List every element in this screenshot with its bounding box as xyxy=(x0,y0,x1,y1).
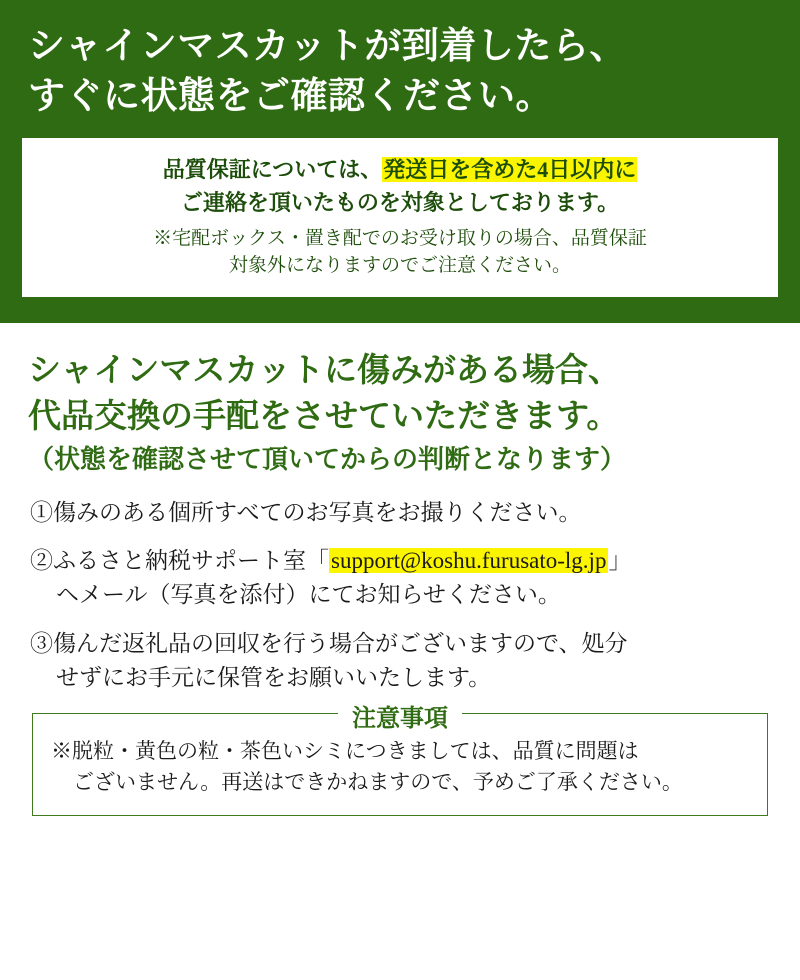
support-email[interactable]: support@koshu.furusato-lg.jp xyxy=(331,548,607,574)
top-green-panel xyxy=(0,0,800,323)
quality-guarantee-notice xyxy=(22,138,778,297)
step-1-text: ①傷みのある個所すべてのお写真をお撮りください。 xyxy=(30,500,582,526)
step-item-1 xyxy=(30,496,774,530)
page-title-line-2: すぐに状態をご確認ください。 xyxy=(28,75,553,117)
caution-text xyxy=(51,736,749,799)
step-2-suffix: 」 xyxy=(608,548,632,574)
step-2-line-2: ヘメール（写真を添付）にてお知らせください。 xyxy=(56,582,561,608)
notice-line-2: ご連絡を頂いたものを対象としております。 xyxy=(180,189,620,215)
step-3-line-2: せずにお手元に保管をお願いいたします。 xyxy=(56,664,492,690)
step-2-prefix: ②ふるさと納税サポート室「 xyxy=(30,548,329,574)
replacement-heading-line-2: 代品交換の手配をさせていただきます。 xyxy=(28,398,620,435)
notice-highlight-deadline: 発送日を含めた4日以内に xyxy=(383,156,637,182)
caution-title: 注意事項 xyxy=(338,698,462,733)
step-item-3 xyxy=(30,627,774,695)
steps-list xyxy=(30,496,774,694)
notice-sub-line-2: 対象外になりますのでご注意ください。 xyxy=(228,255,571,277)
replacement-heading-line-1: シャインマスカットに傷みがある場合、 xyxy=(28,352,622,389)
step-3-line-1: ③傷んだ返礼品の回収を行う場合がございますので、処分 xyxy=(30,630,628,656)
caution-section xyxy=(32,705,768,816)
notice-line-1-prefix: 品質保証については、 xyxy=(162,156,383,182)
lower-white-section xyxy=(0,323,800,816)
replacement-heading xyxy=(28,349,774,440)
page-title-line-1: シャインマスカットが到着したら、 xyxy=(28,26,627,67)
page-title xyxy=(28,22,778,122)
step-item-2 xyxy=(30,544,774,612)
notice-sub-line-1: ※宅配ボックス・置き配でのお受け取りの場合、品質保証 xyxy=(153,227,647,249)
caution-line-1: ※脱粒・黄色の粒・茶色いシミにつきましては、品質に問題は xyxy=(51,738,639,763)
notice-line-1 xyxy=(37,153,763,186)
caution-line-2: ございません。再送はできかねますので、予めご了承ください。 xyxy=(73,770,683,795)
replacement-heading-note: （状態を確認させて頂いてからの判断となります） xyxy=(28,445,627,475)
